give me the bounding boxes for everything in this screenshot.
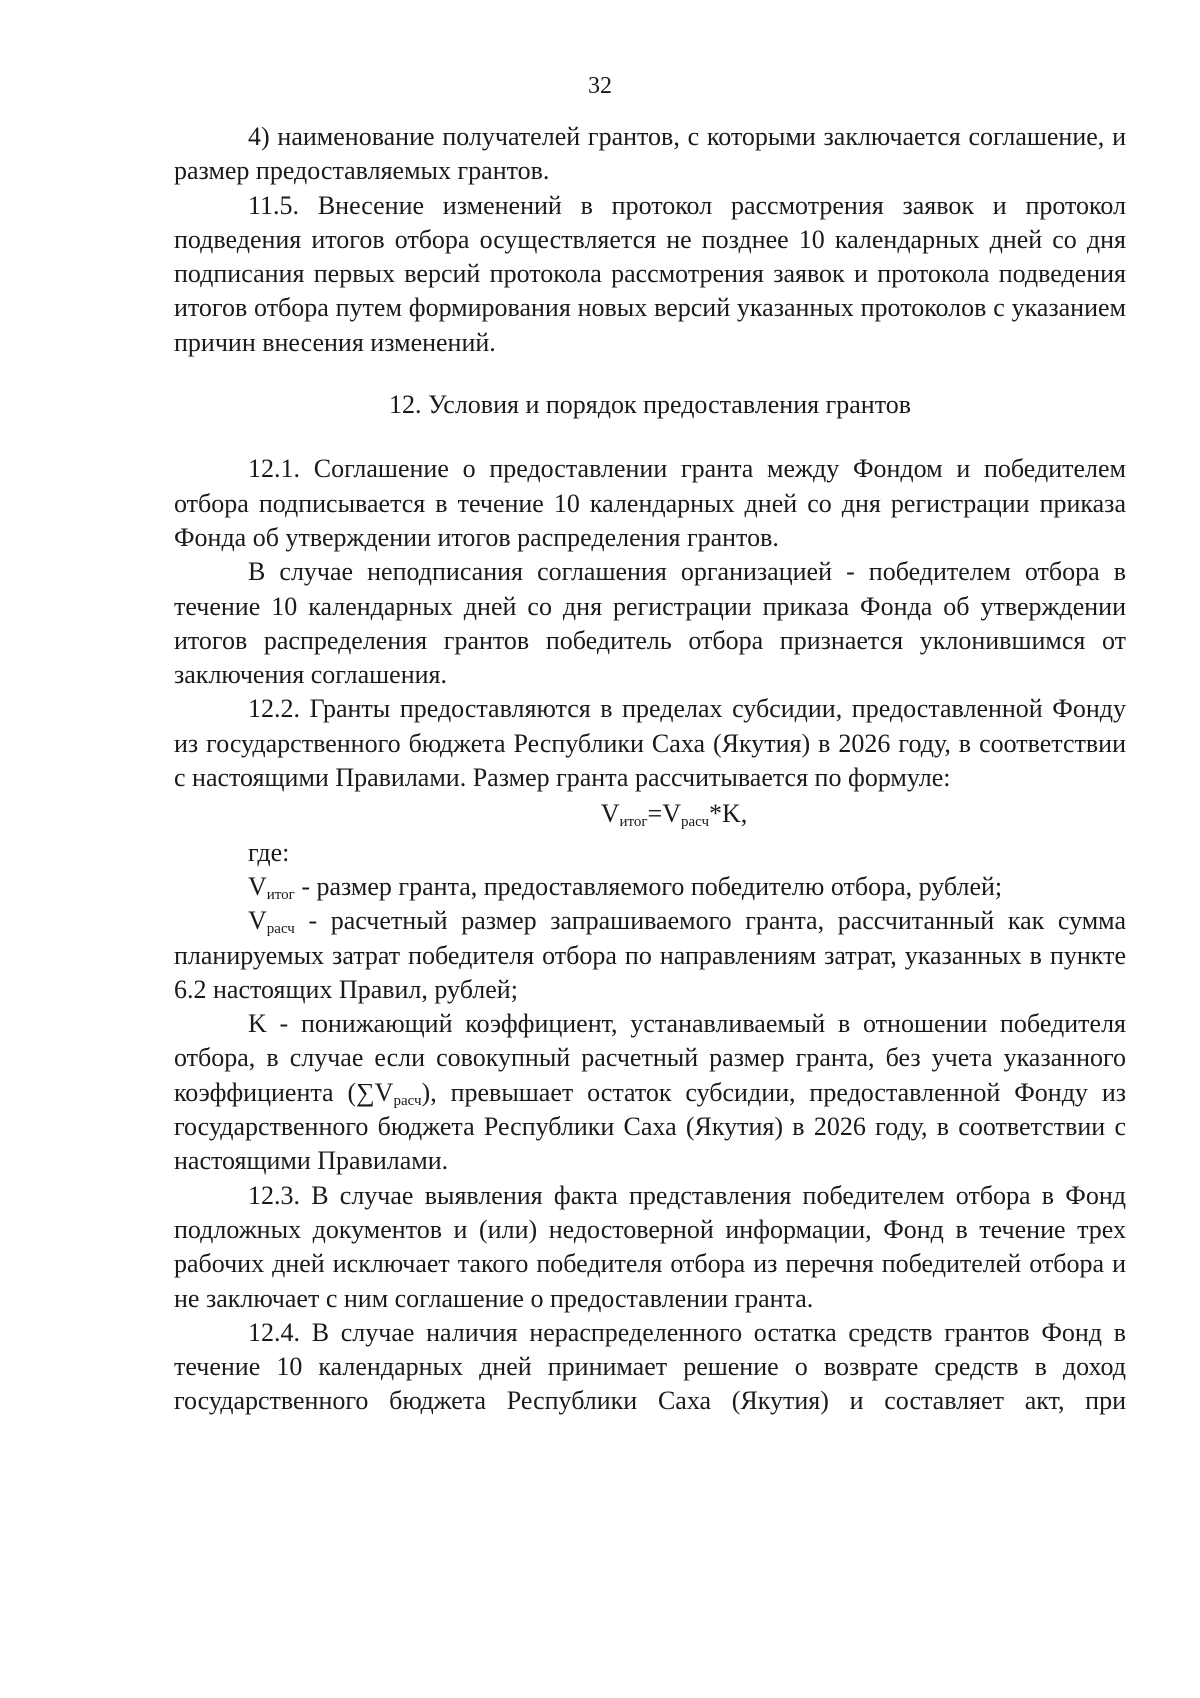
paragraph-12-2: 12.2. Гранты предоставляются в пределах субсидии, предоставленной Фонду из государственного бюджета Республики Саха (Якутия) в 2026 году, в соответствии с настоящими Правилами. Размер гранта рассчитывается по формуле: xyxy=(174,694,1126,793)
where-label: где: xyxy=(248,837,290,867)
formula-sub-itog: итог xyxy=(619,814,648,831)
formula-equals: = xyxy=(647,799,663,829)
document-body xyxy=(174,120,1126,1419)
formula-sub-rasch: расч xyxy=(680,814,710,831)
section-heading: 12. Условия и порядок предоставления грантов xyxy=(389,390,911,420)
paragraph-item-4: 4) наименование получателей грантов, с которыми заключается соглашение, и размер предоставляемых грантов. xyxy=(174,122,1126,186)
paragraph-12-1: 12.1. Соглашение о предоставлении гранта между Фондом и победителем отбора подписывается в течение 10 календарных дней со дня регистрации приказа Фонда об утверждении итогов распределения грантов. xyxy=(174,454,1126,552)
definition-k: K - понижающий коэффициент, устанавливаемый в отношении победителя отбора, в случае если совокупный расчетный размер гранта, без учета указанного коэффициента $(\sum V_{расч})$, превышает остаток субсидии, предоставленной Фонду из государственного бюджета Республики Саха (Якутия) в 2026 году, в соответствии с настоящими Правилами. xyxy=(174,1009,1127,1176)
paragraph-12-3: 12.3. В случае выявления факта представления победителем отбора в Фонд подложных документов и (или) недостоверной информации, Фонд в течение трех рабочих дней исключает такого победителя отбора из перечня победителей отбора и не заключает с ним соглашение о предоставлении гранта. xyxy=(174,1180,1126,1313)
paragraph-11-5: 11.5. Внесение изменений в протокол рассмотрения заявок и протокол подведения итогов отбора осуществляется не позднее 10 календарных дней со дня подписания первых версий протокола рассмотрения заявок и протокола подведения итогов отбора путем формирования новых версий указанных протоколов с указанием причин внесения изменений. xyxy=(174,190,1126,357)
formula-v-rasch: V xyxy=(662,799,681,829)
formula-tail: *K, xyxy=(709,799,748,829)
page-number: 32 xyxy=(588,73,612,99)
formula-v-itog: V xyxy=(600,799,620,829)
grant-formula xyxy=(174,797,1126,831)
definition-v-rasch: $V_{расч}$ - расчетный размер запрашиваемого гранта, рассчитанный как сумма планируемых затрат победителя отбора по направлениям затрат, указанных в пункте 6.2 настоящих Правил, рублей; xyxy=(174,906,1126,1004)
definition-v-itog: $V_{итог}$ - размер гранта, предоставляемого победителю отбора, рублей; xyxy=(248,871,1003,903)
paragraph-non-signing: В случае неподписания соглашения организацией - победителем отбора в течение 10 календарных дней со дня регистрации приказа Фонда об утверждении итогов распределения грантов победитель отбора признается уклонившимся от заключения соглашения. xyxy=(174,557,1126,690)
paragraph-12-4: 12.4. В случае наличия нераспределенного остатка средств грантов Фонд в течение 10 календарных дней принимает решение о возврате средств в доход государственного бюджета Республики Саха (Якутия) и составляет акт, при xyxy=(174,1317,1126,1416)
